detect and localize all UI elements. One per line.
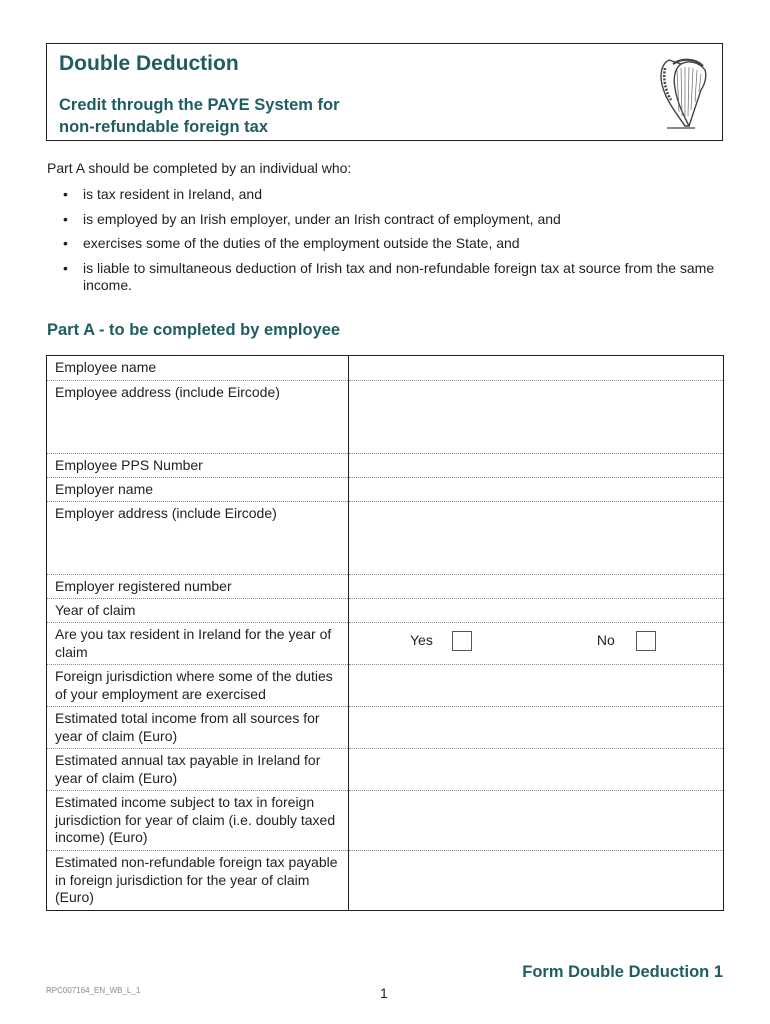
annual-tax-ireland-field[interactable] (349, 749, 724, 791)
harp-emblem-icon (655, 54, 711, 132)
employee-name-label: Employee name (47, 356, 349, 381)
list-item: • is liable to simultaneous deduction of Irish tax and non-refundable foreign tax at source from the same income. (63, 259, 715, 293)
table-row (47, 356, 724, 381)
year-of-claim-field[interactable] (349, 599, 724, 623)
list-item: • is tax resident in Ireland, and (63, 186, 262, 202)
list-item: • exercises some of the duties of the employment outside the State, and (63, 235, 520, 251)
form-title: Double Deduction (59, 52, 239, 75)
table-row (47, 665, 724, 707)
foreign-jurisdiction-field[interactable] (349, 665, 724, 707)
employer-registered-number-field[interactable] (349, 575, 724, 599)
employee-name-field[interactable] (349, 356, 724, 381)
header-box (46, 43, 723, 141)
table-row (47, 599, 724, 623)
foreign-tax-label: Estimated non-refundable foreign tax payable in foreign jurisdiction for the year of claim (Euro) (47, 851, 349, 911)
list-item: • is employed by an Irish employer, under an Irish contract of employment, and (63, 210, 561, 227)
table-row (47, 381, 724, 454)
employer-name-label: Employer name (47, 478, 349, 502)
yes-label: Yes (410, 632, 433, 649)
employee-pps-label: Employee PPS Number (47, 454, 349, 478)
table-row (47, 851, 724, 911)
table-row (47, 749, 724, 791)
employer-address-label: Employer address (include Eircode) (47, 502, 349, 575)
eligibility-list (47, 186, 737, 302)
intro-lead: Part A should be completed by an individual who: (47, 160, 352, 176)
no-label: No (596, 632, 615, 649)
employee-address-field[interactable] (349, 381, 724, 454)
employee-address-label: Employee address (include Eircode) (47, 381, 349, 454)
footer-form-name: Form Double Deduction 1 (522, 963, 723, 981)
table-row (47, 478, 724, 502)
table-row (47, 623, 724, 665)
annual-tax-ireland-label: Estimated annual tax payable in Ireland for year of claim (Euro) (47, 749, 349, 791)
employer-name-field[interactable] (349, 478, 724, 502)
employee-pps-field[interactable] (349, 454, 724, 478)
footer-code: RPC007164_EN_WB_L_1 (46, 986, 141, 995)
foreign-income-label: Estimated income subject to tax in foreign jurisdiction for year of claim (i.e. doubly taxed income) (Euro) (47, 791, 349, 851)
total-income-label: Estimated total income from all sources for year of claim (Euro) (47, 707, 349, 749)
tax-resident-label: Are you tax resident in Ireland for the year of claim (47, 623, 349, 665)
no-checkbox[interactable] (636, 631, 656, 651)
foreign-tax-field[interactable] (349, 851, 724, 911)
employer-address-field[interactable] (349, 502, 724, 575)
part-a-heading: Part A - to be completed by employee (47, 321, 341, 339)
table-row (47, 454, 724, 478)
employer-registered-number-label: Employer registered number (47, 575, 349, 599)
page-number: 1 (380, 985, 388, 1001)
total-income-field[interactable] (349, 707, 724, 749)
tax-resident-choice (349, 623, 724, 665)
table-row (47, 791, 724, 851)
yes-checkbox[interactable] (452, 631, 472, 651)
form-subtitle: Credit through the PAYE System for non-refundable foreign tax (59, 96, 340, 136)
foreign-jurisdiction-label: Foreign jurisdiction where some of the duties of your employment are exercised (47, 665, 349, 707)
table-row (47, 502, 724, 575)
part-a-form (46, 355, 724, 911)
table-row (47, 575, 724, 599)
year-of-claim-label: Year of claim (47, 599, 349, 623)
foreign-income-field[interactable] (349, 791, 724, 851)
table-row (47, 707, 724, 749)
